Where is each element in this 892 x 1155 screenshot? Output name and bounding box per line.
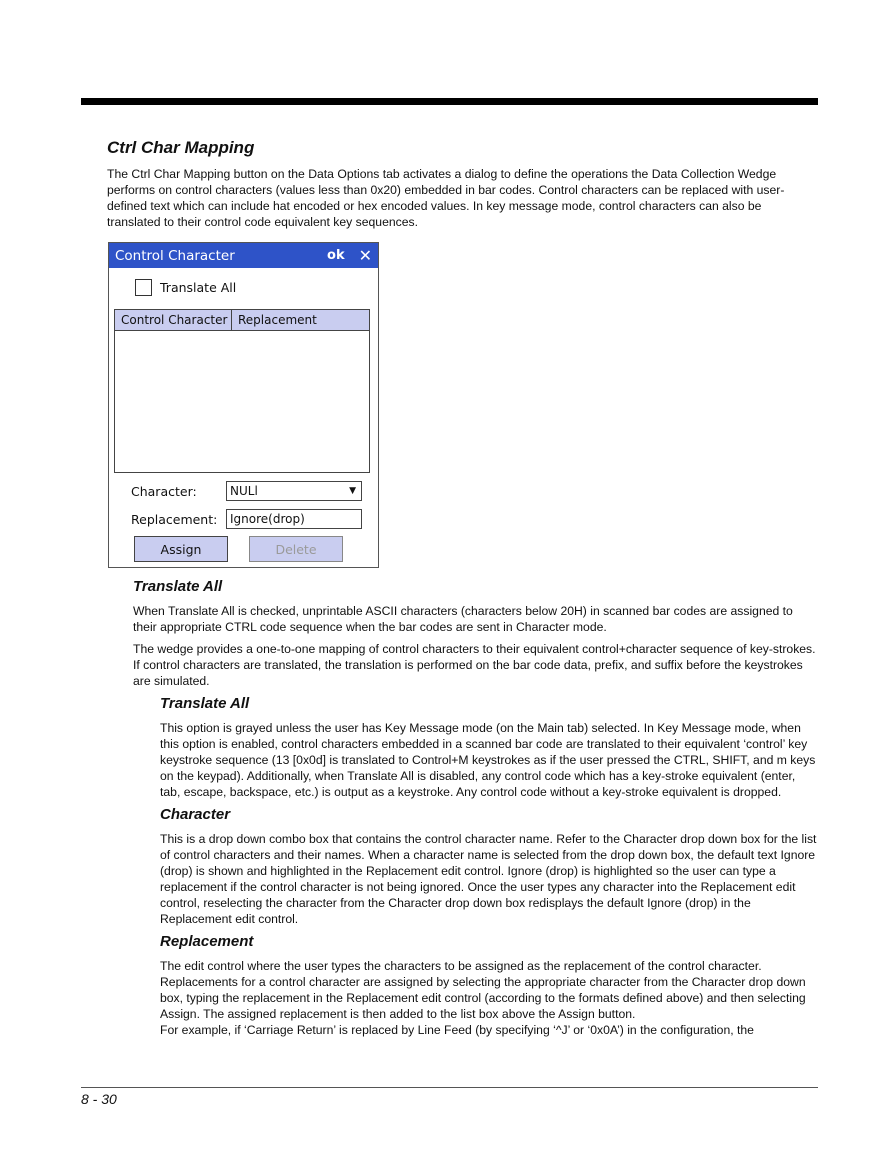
translate-all-label: Translate All	[160, 280, 237, 295]
translate-all-row[interactable]	[135, 279, 236, 296]
replacement-row	[131, 509, 362, 529]
translate-all-paragraph-1: When Translate All is checked, unprintable ASCII characters (characters below 20H) in scanned bar codes are assigned to their appropriate CTRL code sequence when the bar codes are sent in Character mode.	[133, 604, 793, 634]
ok-button[interactable]: ok	[327, 248, 345, 263]
replacement-heading: Replacement	[160, 933, 254, 950]
translate-all-heading: Translate All	[133, 578, 223, 595]
mapping-list-box[interactable]	[114, 309, 370, 473]
translate-all-detail-section	[160, 695, 817, 800]
dialog-title: Control Character	[115, 247, 235, 264]
character-label: Character:	[131, 483, 197, 499]
character-heading: Character	[160, 806, 231, 823]
page-content	[107, 138, 817, 1044]
dialog-title-bar	[109, 243, 378, 268]
translate-all-sub-heading: Translate All	[160, 695, 250, 712]
translate-all-section	[133, 578, 817, 689]
delete-button[interactable]: Delete	[249, 536, 343, 562]
close-icon[interactable]: ✕	[358, 246, 372, 265]
column-header-replacement[interactable]: Replacement	[238, 313, 317, 327]
dropdown-arrow-icon[interactable]: ▼	[349, 486, 356, 496]
replacement-paragraph-2: For example, if ‘Carriage Return’ is replaced by Line Feed (by specifying ‘^J’ or ‘0x0A’) in the configuration, the	[160, 1023, 754, 1037]
section-title: Ctrl Char Mapping	[107, 138, 255, 157]
replacement-input[interactable]: Ignore(drop)	[226, 509, 362, 529]
page-number: 8 - 30	[81, 1091, 117, 1107]
header-rule	[81, 98, 818, 105]
character-value: NULl	[230, 484, 258, 498]
intro-paragraph: The Ctrl Char Mapping button on the Data Options tab activates a dialog to define the operations the Data Collection Wedge performs on control characters (values less than 0x20) embedded in bar codes. Control characters can be replaced with user-defined text which can include hat encoded or hex encoded values. In key message mode, control characters can also be translated to their control code equivalent key sequences.	[107, 167, 785, 229]
assign-button[interactable]: Assign	[134, 536, 228, 562]
character-section	[160, 806, 817, 927]
character-paragraph: This is a drop down combo box that contains the control character name. Refer to the Character drop down box for the list of control characters and their names. When a character name is selected from the drop down box, the default text Ignore (drop) is shown and highlighted in the Replacement edit control. Ignore (drop) is highlighted so the user can type a replacement if the control character is not being ignored. Once the user types any character into the Replacement edit control, reselecting the character from the Character drop down box redisplays the default Ignore (drop) in the Replacement edit control.	[160, 832, 817, 926]
control-character-dialog	[108, 242, 379, 568]
replacement-label: Replacement:	[131, 511, 218, 527]
list-header	[115, 310, 369, 331]
translate-all-checkbox[interactable]	[135, 279, 152, 296]
replacement-paragraph: The edit control where the user types the characters to be assigned as the replacement of the control character. Replacements for a control character are assigned by selecting the appropriate character from the Character drop down box, typing the replacement in the Replacement edit control (according to the formats defined above) and then selecting Assign. The assigned replacement is then added to the list box above the Assign button.	[160, 959, 806, 1021]
translate-all-paragraph-2: The wedge provides a one-to-one mapping of control characters to their equivalent control+character sequence of key-strokes. If control characters are translated, the translation is performed on the bar code data, prefix, and suffix before the keystrokes are simulated.	[133, 642, 816, 688]
replacement-section	[160, 933, 817, 1038]
translate-all-sub-paragraph: This option is grayed unless the user has Key Message mode (on the Main tab) selected. In Key Message mode, when this option is enabled, control characters embedded in a scanned bar code are translated to their equivalent ‘control’ key keystroke sequence (13 [0x0d] is translated to Control+M keystrokes as if the user pressed the CTRL, SHIFT, and m keys on the keypad). Additionally, when Translate All is disabled, any control code which has a key-stroke equivalent (enter, tab, escape, backspace, etc.) is output as a keystroke. Any control code without a key-stroke equivalent is dropped.	[160, 721, 816, 799]
footer-rule	[81, 1087, 818, 1088]
character-row	[131, 481, 362, 501]
character-combo[interactable]	[226, 481, 362, 501]
column-header-control-character[interactable]: Control Character	[115, 310, 232, 330]
